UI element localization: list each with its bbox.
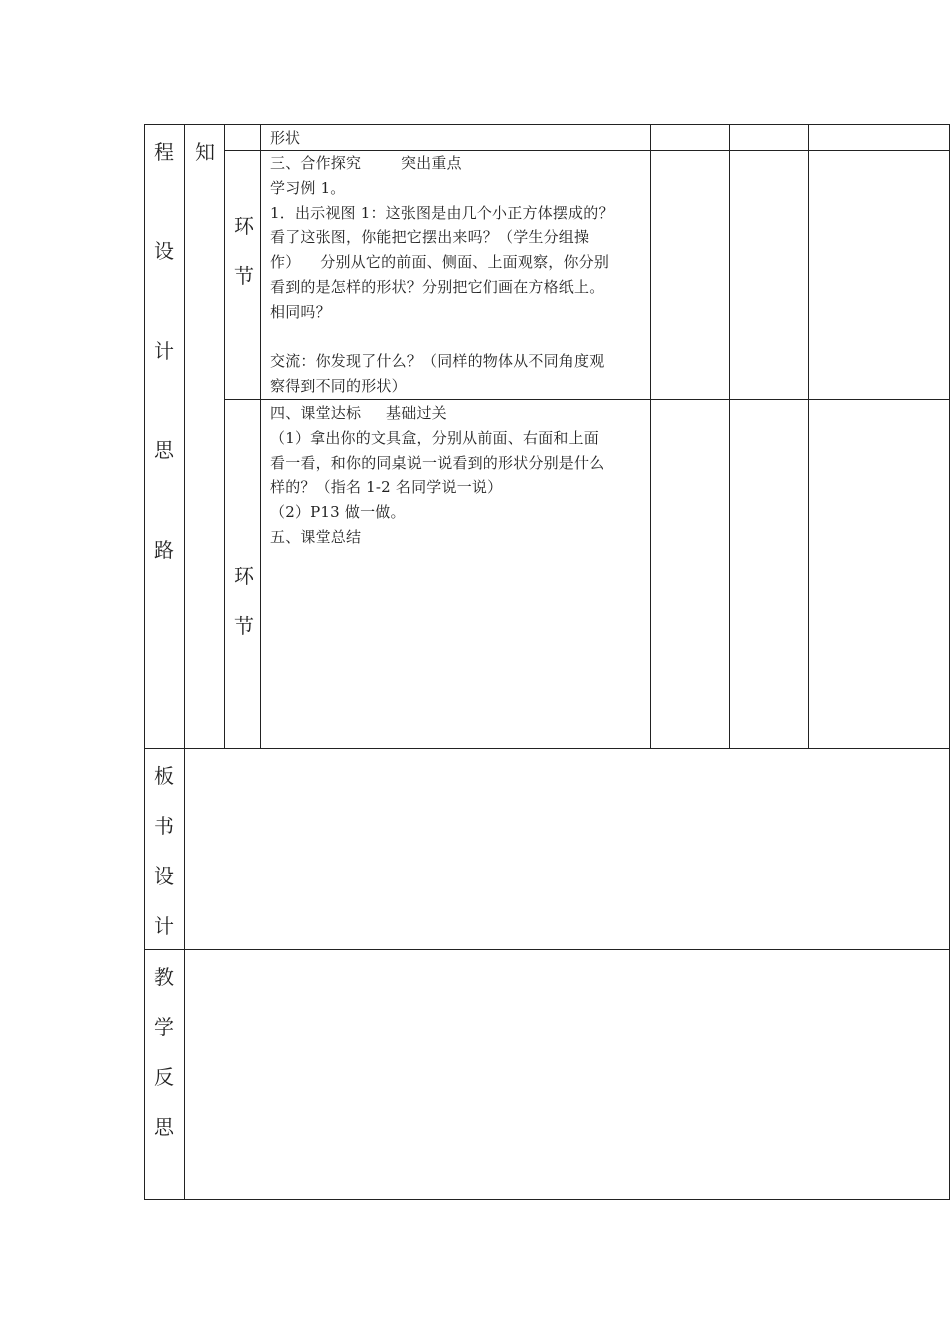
section-c-content xyxy=(270,401,604,550)
text-line: 1．出示视图 1：这张图是由几个小正方体摆成的？ xyxy=(270,203,614,222)
row-divider-middle xyxy=(225,399,950,400)
row-divider-board xyxy=(144,748,950,749)
process-design-char: 思 xyxy=(154,438,174,462)
text-line: 看到的是怎样的形状？分别把它们画在方格纸上。 xyxy=(270,277,605,296)
text-line: 五、课堂总结 xyxy=(270,527,362,546)
text-line: 看了这张图，你能把它摆出来吗？（学生分组操 xyxy=(270,228,590,247)
top-row-text xyxy=(270,126,300,151)
text-line: 察得到不同的形状） xyxy=(270,377,407,396)
col-divider-3 xyxy=(260,124,261,748)
board-design-char: 书 xyxy=(154,814,174,838)
process-design-char: 计 xyxy=(154,339,174,363)
section-b-char: 节 xyxy=(234,264,254,288)
text-line: 学习例 1。 xyxy=(270,178,346,197)
col-divider-5 xyxy=(729,124,730,748)
section-c-char: 节 xyxy=(234,614,254,638)
text-line: 作） 分别从它的前面、侧面、上面观察，你分别 xyxy=(270,253,610,272)
process-design-char: 程 xyxy=(154,140,174,164)
text-line: 交流：你发现了什么？（同样的物体从不同角度观 xyxy=(270,352,605,371)
text-line: （2）P13 做一做。 xyxy=(270,503,406,522)
teaching-reflection-char: 思 xyxy=(154,1115,174,1139)
text-line: 看一看，和你的同桌说一说看到的形状分别是什么 xyxy=(270,453,605,472)
col-divider-1 xyxy=(184,124,185,1200)
section-c-char: 环 xyxy=(234,564,254,588)
text-line: 形状 xyxy=(270,129,301,147)
board-design-char: 计 xyxy=(154,914,174,938)
knowledge-label: 知 xyxy=(195,140,215,164)
teaching-reflection-char: 教 xyxy=(154,965,174,989)
text-line: 相同吗？ xyxy=(270,302,331,321)
row-divider-reflection xyxy=(144,949,950,950)
section-b-char: 环 xyxy=(234,214,254,238)
col-divider-4 xyxy=(650,124,651,748)
text-line: 三、合作探究 突出重点 xyxy=(270,154,462,172)
teaching-reflection-char: 学 xyxy=(154,1015,174,1039)
board-design-char: 设 xyxy=(154,864,174,888)
col-divider-2 xyxy=(224,124,225,748)
text-line: 四、课堂达标 基础过关 xyxy=(270,404,447,422)
teaching-reflection-char: 反 xyxy=(154,1065,174,1089)
process-design-char: 路 xyxy=(154,538,174,562)
text-line: 样的？（指名 1-2 名同学说一说） xyxy=(270,478,503,497)
process-design-char: 设 xyxy=(154,239,174,263)
col-divider-6 xyxy=(808,124,809,748)
text-line: （1）拿出你的文具盒，分别从前面、右面和上面 xyxy=(270,428,599,447)
text-line xyxy=(270,325,614,350)
board-design-char: 板 xyxy=(154,764,174,788)
section-b-content xyxy=(270,151,614,399)
